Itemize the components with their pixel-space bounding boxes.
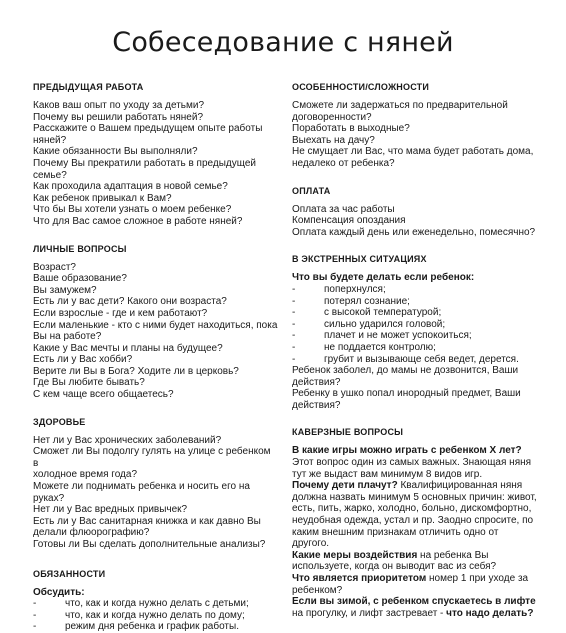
text-line: Где Вы любите бывать? — [33, 377, 145, 389]
text-line: Что для Вас самое сложное в работе няней? — [33, 215, 243, 227]
list-item-text: потерял сознание; — [324, 295, 410, 307]
text-line: Есть ли у вас дети? Какого они возраста? — [33, 296, 227, 308]
text-line: действия? — [292, 399, 341, 411]
text-fragment: номер 1 при уходе за — [426, 573, 529, 584]
text-line: Вы на работе? — [33, 331, 102, 343]
text-line: Выехать на дачу? — [292, 134, 375, 146]
tricky-question-line — [292, 550, 537, 562]
dash-marker: - — [292, 341, 296, 353]
section-duties — [33, 567, 278, 633]
text-line: должна назвать минимум 5 основных причин: живот, — [292, 491, 537, 503]
text-line: тут же выдаст вам минимум 8 видов игр. — [292, 468, 483, 480]
text-line: Каков ваш опыт по уходу за детьми? — [33, 100, 205, 111]
text-line: Вы замужем? — [33, 284, 97, 296]
text-line: договоренности? — [292, 111, 372, 123]
text-line: Оплата каждый день или еженедельно, помесячно? — [292, 226, 536, 238]
tricky-question: В какие игры можно играть с ребенком Х лет? — [292, 445, 522, 457]
tricky-question-line — [292, 480, 537, 492]
section-heading: ОПЛАТА — [292, 185, 331, 196]
text-line: Ребенок заболел, до мамы не дозвонится, Ваши — [292, 365, 519, 377]
list-item-text: не поддается контролю; — [324, 341, 436, 353]
text-line: Возраст? — [33, 261, 76, 273]
text-line: Почему Вы прекратили работать в предыдущей — [33, 157, 256, 169]
list-item — [292, 342, 537, 354]
text-line: Нет ли у Вас хронических заболеваний? — [33, 434, 222, 446]
tricky-question: что надо делать? — [446, 607, 534, 619]
list-item-text: сильно ударился головой; — [324, 318, 446, 330]
text-line: Если маленькие - кто с ними будет находиться, пока — [33, 319, 278, 331]
list-item — [292, 307, 537, 319]
section-heading: ЗДОРОВЬЕ — [33, 416, 86, 427]
section-heading: ПРЕДЫДУЩАЯ РАБОТА — [33, 82, 144, 92]
text-line: няней? — [33, 134, 67, 146]
text-line: недалеко от ребенка? — [292, 157, 395, 169]
list-item — [33, 610, 278, 622]
list-item-text: что, как и когда нужно делать по дому; — [65, 609, 245, 621]
text-line: Готовы ли Вы сделать дополнительные анализы? — [33, 539, 266, 550]
text-line: неудобная одежда, устал и пр. Заодно спросите, по — [292, 515, 534, 527]
dash-marker: - — [292, 353, 296, 365]
text-fragment: Квалифицированная няня — [397, 480, 523, 492]
text-line: ребенком? — [292, 584, 343, 596]
dash-marker: - — [33, 621, 37, 633]
section-previous-work — [33, 80, 278, 228]
text-line: Не смущает ли Вас, что мама будет работать дома, — [292, 146, 534, 158]
text-line: Как проходила адаптация в новой семье? — [33, 181, 228, 193]
section-features — [292, 80, 537, 170]
text-line: Сможете ли задержаться по предварительной — [292, 100, 508, 111]
text-line: делали флюорографию? — [33, 527, 150, 539]
section-emergency — [292, 252, 537, 411]
text-line: Оплата за час работы — [292, 203, 395, 215]
list-item-text: с высокой температурой; — [324, 307, 442, 319]
list-item — [292, 319, 537, 331]
section-health — [33, 415, 278, 551]
text-line: Почему вы решили работать няней? — [33, 111, 204, 123]
text-line: Поработать в выходные? — [292, 123, 410, 135]
dash-marker: - — [292, 318, 296, 330]
text-line: Какие обязанности Вы выполняли? — [33, 146, 198, 158]
duties-subheading: Обсудить: — [33, 586, 85, 598]
section-heading: В ЭКСТРЕННЫХ СИТУАЦИЯХ — [292, 254, 427, 265]
text-line: Этот вопрос один из самых важных. Знающая няня — [292, 457, 532, 469]
text-line: Сможет ли Вы подолгу гулять на улице с ребенком в — [33, 446, 271, 469]
list-item-text: режим дня ребенка и график работы. — [65, 621, 239, 633]
list-item-text: что, как и когда нужно делать с детьми; — [65, 598, 249, 610]
tricky-question-line — [292, 573, 537, 585]
emergency-question: Что вы будете делать если ребенок: — [292, 272, 475, 284]
dash-marker: - — [292, 295, 296, 307]
list-item-text: плачет и не может успокоиться; — [324, 330, 472, 342]
section-heading: КАВЕРЗНЫЕ ВОПРОСЫ — [292, 427, 404, 438]
text-line: Верите ли Вы в Бога? Ходите ли в церковь? — [33, 365, 239, 377]
tricky-question: Какие меры воздействия — [292, 549, 418, 561]
list-item — [292, 354, 537, 366]
text-line: семье? — [33, 169, 67, 181]
dash-marker: - — [33, 598, 37, 610]
text-line: действия? — [292, 376, 341, 388]
text-line: руках? — [33, 492, 65, 504]
text-line: С кем чаще всего общаетесь? — [33, 389, 174, 401]
section-payment — [292, 184, 537, 239]
text-line: Как ребенок привыкал к Вам? — [33, 192, 172, 204]
text-line: Если взрослые - где и кем работают? — [33, 307, 208, 319]
text-line: Ребенку в ушко попал инородный предмет, Ваши — [292, 388, 521, 400]
text-line: Расскажите о Вашем предыдущем опыте работы — [33, 123, 263, 135]
section-heading: ОБЯЗАННОСТИ — [33, 568, 106, 579]
section-personal — [33, 242, 278, 401]
text-fragment: на прогулку, и лифт застревает - — [292, 607, 447, 619]
dash-marker: - — [292, 283, 296, 295]
list-item — [292, 296, 537, 308]
text-line: используете, когда он выводит вас из себя? — [292, 561, 497, 573]
text-line: Есть ли у Вас хобби? — [33, 354, 133, 366]
tricky-question: Почему дети плачут? — [292, 480, 398, 492]
right-column — [292, 80, 537, 619]
text-line: Нет ли у Вас вредных привычек? — [33, 504, 188, 516]
text-line: Можете ли поднимать ребенка и носить его на — [33, 481, 250, 493]
page-title: Собеседование с няней — [112, 27, 454, 58]
list-item — [33, 621, 278, 633]
tricky-question: Что является приоритетом — [292, 573, 427, 584]
tricky-question-line — [292, 608, 537, 620]
list-item-text: поперхнулся; — [324, 283, 386, 295]
text-line: Что бы Вы хотели узнать о моем ребенке? — [33, 204, 232, 216]
list-item — [292, 330, 537, 342]
list-item — [292, 284, 537, 296]
list-item — [33, 598, 278, 610]
dash-marker: - — [292, 307, 296, 319]
section-heading: ОСОБЕННОСТИ/СЛОЖНОСТИ — [292, 82, 430, 92]
text-line: Есть ли у Вас санитарная книжка и как давно Вы — [33, 515, 261, 527]
list-item-text: грубит и вызывающе себя ведет, дерется. — [324, 353, 519, 365]
dash-marker: - — [292, 330, 296, 342]
text-line: Ваше образование? — [33, 273, 127, 285]
text-fragment: на ребенка Вы — [417, 549, 489, 561]
text-line: Компенсация опоздания — [292, 215, 406, 227]
text-line: холодное время года? — [33, 469, 138, 481]
section-heading: ЛИЧНЫЕ ВОПРОСЫ — [33, 243, 127, 254]
section-tricky — [292, 425, 537, 619]
text-line: есть, пить, жарко, холодно, больно, дискомфортно, — [292, 503, 532, 515]
text-line: Какие у Вас мечты и планы на будущее? — [33, 342, 223, 354]
text-line: другого. — [292, 538, 330, 550]
text-line: каким внешним признакам отличить одно от — [292, 526, 499, 538]
left-column — [33, 80, 278, 633]
tricky-question: Если вы зимой, с ребенком спускаетесь в лифте — [292, 596, 536, 608]
dash-marker: - — [33, 609, 37, 621]
